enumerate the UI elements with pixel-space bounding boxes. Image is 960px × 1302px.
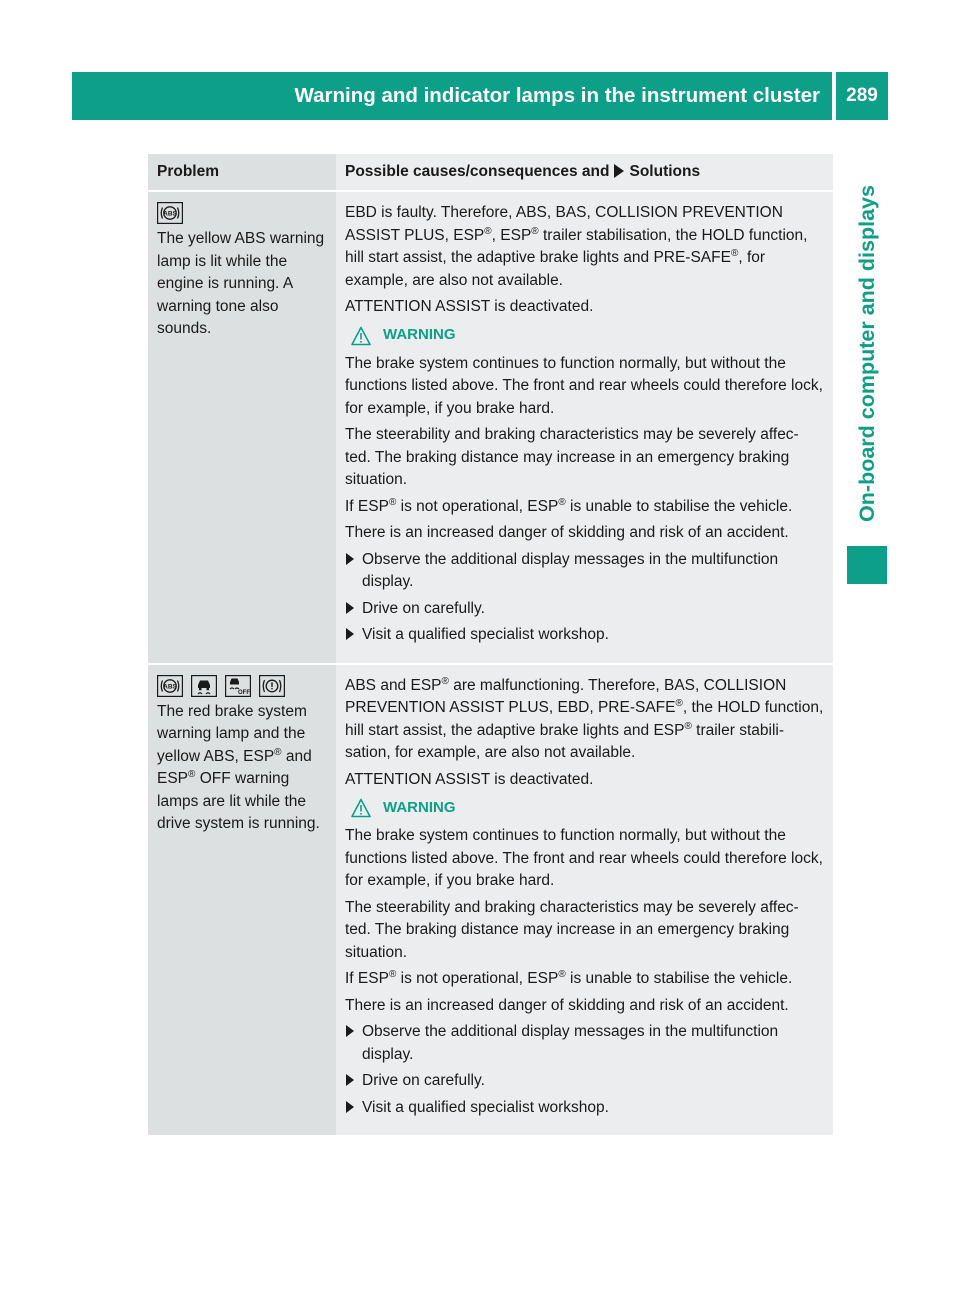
warning-text: There is an increased danger of skidding and risk of an accident. (345, 524, 789, 541)
abs-warning-icon (157, 202, 183, 224)
abs-warning-icon (157, 675, 183, 697)
registered-mark: ® (684, 720, 692, 732)
solution-cell (336, 665, 833, 1136)
page-number-box (836, 72, 888, 120)
page-number: 289 (846, 85, 878, 106)
table-header-row (148, 154, 833, 190)
warning-label: WARNING (383, 798, 456, 816)
attention-assist-note: ATTENTION ASSIST is deactivated. (345, 298, 594, 315)
brake-warning-icon (259, 675, 285, 697)
action-step-text: Observe the additional display messages in the multifunction display. (362, 1023, 779, 1063)
bullet-arrow-icon (346, 553, 354, 565)
action-step (345, 1097, 825, 1120)
warning-triangle-icon (351, 798, 371, 818)
cause-text: trailer stabilisation, the HOLD function, hill start assist, the adaptive brake lights and PRE-SAFE (345, 226, 808, 266)
registered-mark: ® (274, 746, 282, 758)
bullet-arrow-icon (346, 628, 354, 640)
warning-heading (351, 325, 825, 347)
side-chapter-tab (847, 168, 887, 538)
warning-text: The steerability and braking characteristics may be severely affec- ted. The braking distance may increase in an emergency braking situation. (345, 898, 799, 961)
cause-text: , for example, are also not available. (345, 249, 766, 289)
problem-text: The yellow ABS warning lamp is lit while the engine is running. A warning tone also sounds. (157, 230, 325, 337)
registered-mark: ® (388, 968, 397, 980)
registered-mark: ® (558, 496, 566, 508)
column-header-solutions (336, 154, 833, 190)
action-step (345, 598, 825, 621)
warning-text: The brake system continues to function normally, but without the functions listed above. The front and rear wheels could therefore lock, for example, if you brake hard. (345, 827, 823, 889)
warning-text-part: If ESP (345, 970, 389, 987)
warning-text: The brake system continues to function normally, but without the functions listed above. The front and rear wheels could therefore lock, for example, if you brake hard. (345, 354, 823, 417)
registered-mark: ® (558, 968, 566, 980)
side-chapter-marker (847, 546, 887, 584)
column-header-solutions-label: Possible causes/consequences and (345, 163, 610, 180)
svg-text:OFF: OFF (238, 689, 250, 696)
action-step-text: Observe the additional display messages in the multifunction display. (362, 550, 779, 590)
table-row (148, 190, 833, 663)
esp-off-icon (225, 675, 251, 697)
warning-text-part: is not operational, ESP (396, 970, 559, 987)
svg-text:ABS: ABS (163, 210, 177, 218)
action-step (345, 624, 825, 647)
arrow-right-icon (614, 164, 624, 178)
cause-text: EBD is faulty. Therefore, ABS, BAS, COLLISION PREVENTION ASSIST PLUS, ESP (345, 204, 783, 244)
bullet-arrow-icon (346, 1101, 354, 1113)
action-step-text: Drive on carefully. (362, 1072, 485, 1089)
column-header-solutions-label-2: Solutions (629, 163, 701, 180)
problem-text-part: OFF warning lamps are lit while the drive system is running. (157, 770, 320, 832)
bullet-arrow-icon (346, 602, 354, 614)
registered-mark: ® (484, 225, 492, 237)
action-step (345, 1070, 825, 1093)
cause-paragraph (345, 202, 825, 292)
svg-text:ABS: ABS (163, 683, 177, 691)
action-step (345, 549, 825, 594)
warning-heading (351, 797, 825, 819)
indicator-icons (157, 675, 330, 697)
side-chapter-label: On-board computer and displays (854, 184, 879, 522)
problem-text-part: and ESP (157, 747, 312, 787)
cause-text: trailer stabili- sation, for example, are also not available. (345, 721, 785, 761)
registered-mark: ® (531, 225, 539, 237)
registered-mark: ® (441, 675, 449, 687)
warning-text: The steerability and braking characteristics may be severely affec- ted. The braking distance may increase in an emergency braking situation. (345, 426, 799, 488)
cause-text: ABS and ESP (345, 676, 442, 694)
solution-cell (336, 192, 833, 663)
column-header-problem: Problem (148, 154, 336, 190)
problem-cell (148, 665, 336, 1136)
action-step (345, 1021, 825, 1066)
registered-mark: ® (730, 247, 739, 259)
warning-text-part: If ESP (345, 497, 389, 515)
warning-text-part: is unable to stabilise the vehicle. (565, 497, 793, 515)
warning-label: WARNING (383, 326, 456, 344)
table-row (148, 663, 833, 1136)
bullet-arrow-icon (346, 1025, 354, 1037)
action-step-text: Visit a qualified specialist workshop. (362, 626, 609, 643)
warning-triangle-icon (351, 326, 371, 346)
registered-mark: ® (388, 496, 397, 508)
registered-mark: ® (188, 768, 196, 780)
problem-text (157, 701, 330, 836)
problem-cell (148, 192, 336, 663)
action-step-text: Drive on carefully. (362, 599, 485, 617)
problem-text-part: The red brake system warning lamp and the yellow ABS, ESP (157, 702, 307, 765)
cause-text: are malfunctioning. Therefore, BAS, COLLISION PREVENTION ASSIST PLUS, EBD, PRE-SAFE (345, 676, 787, 716)
warning-lamp-table (148, 154, 833, 1135)
header-bar (72, 72, 832, 120)
warning-text (345, 496, 825, 519)
warning-text: There is an increased danger of skidding and risk of an accident. (345, 996, 789, 1014)
esp-warning-icon (191, 675, 217, 697)
warning-text (345, 968, 825, 991)
warning-text-part: is not operational, ESP (396, 497, 559, 515)
registered-mark: ® (675, 697, 683, 709)
cause-paragraph (345, 675, 825, 765)
cause-text: , the HOLD function, hill start assist, the adaptive brake lights and ESP (345, 699, 824, 739)
warning-text-part: is unable to stabilise the vehicle. (565, 970, 793, 987)
indicator-icons (157, 202, 330, 224)
bullet-arrow-icon (346, 1074, 354, 1086)
page-header-title: Warning and indicator lamps in the instrument cluster (294, 84, 820, 107)
action-step-text: Visit a qualified specialist workshop. (362, 1098, 609, 1116)
cause-text: , ESP (491, 226, 532, 244)
attention-assist-note: ATTENTION ASSIST is deactivated. (345, 770, 594, 788)
